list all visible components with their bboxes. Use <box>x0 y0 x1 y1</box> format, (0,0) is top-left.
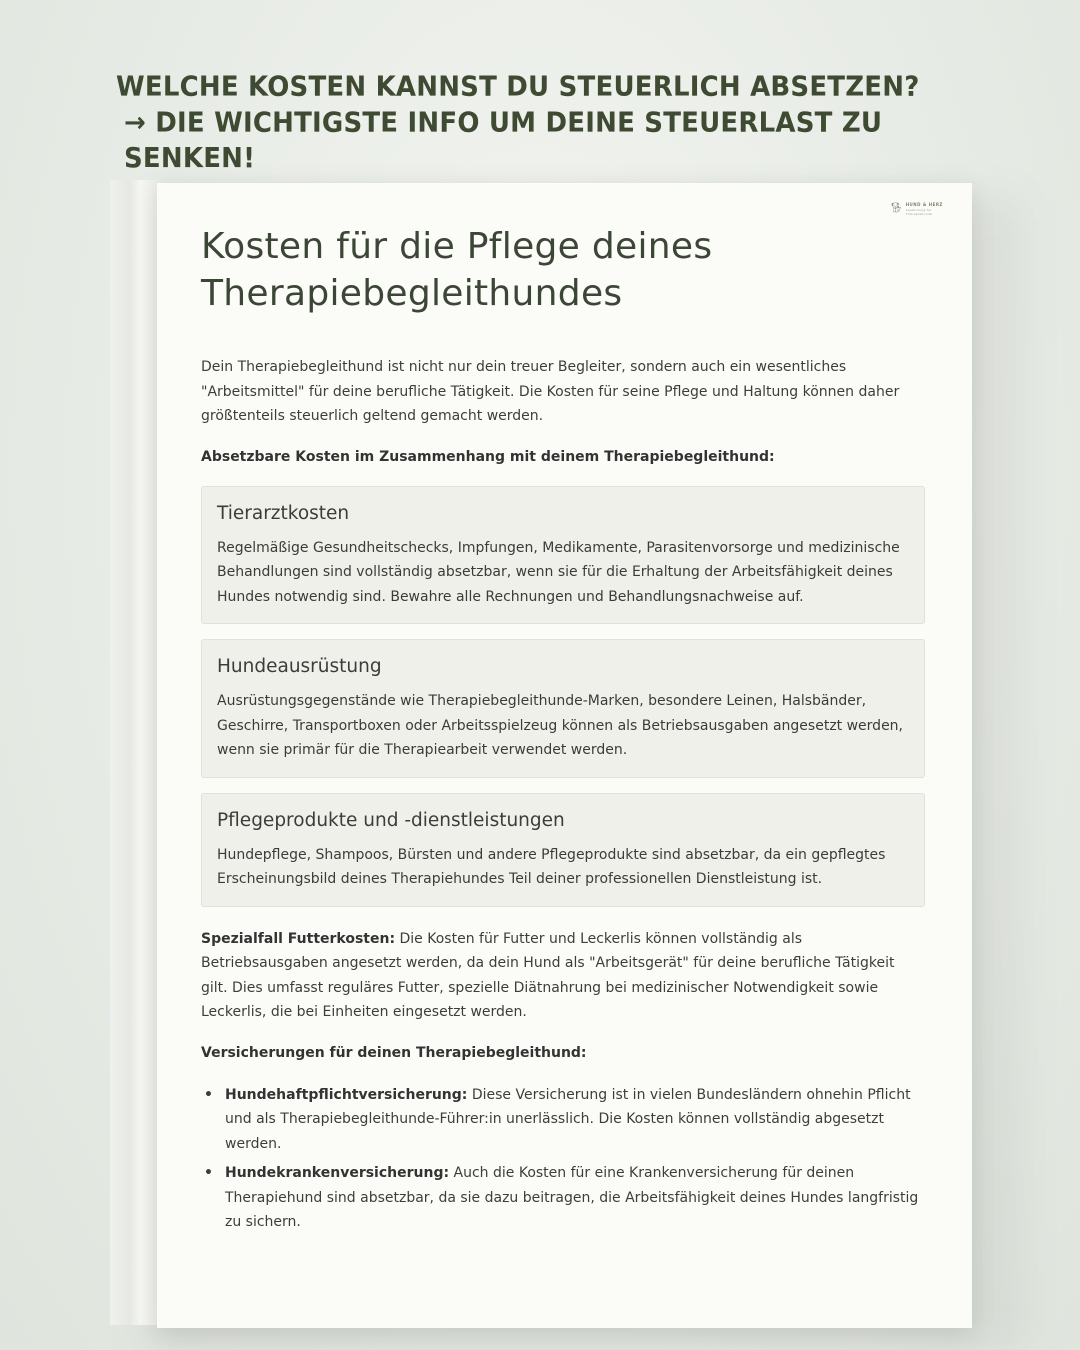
insurance-label: Hundekrankenversicherung: <box>225 1165 450 1181</box>
document-page <box>157 183 972 1328</box>
insurance-list <box>201 1083 925 1235</box>
logo-line2: Ausbildung für Therapiehunde <box>905 208 933 216</box>
card-pflegeprodukte <box>201 793 925 907</box>
intro-paragraph: Dein Therapiebegleithund ist nicht nur dein treuer Begleiter, sondern auch ein wesentliches "Arbeitsmittel" für deine berufliche Tätigkeit. Die Kosten für seine Pflege und Haltung können daher größtenteils steuerlich geltend gemacht werden. <box>201 359 900 424</box>
list-item <box>201 1161 925 1235</box>
list-item <box>201 1083 925 1157</box>
brand-logo <box>890 203 956 215</box>
deductible-heading: Absetzbare Kosten im Zusammenhang mit deinem Therapiebegleithund: <box>201 448 775 465</box>
card-hundeausruestung <box>201 639 925 778</box>
logo-line1: HUND & HERZ <box>905 202 943 207</box>
card-title: Hundeausrüstung <box>217 656 382 677</box>
title-line1: Kosten für die Pflege deines <box>201 226 713 267</box>
insurance-text: Diese Versicherung ist in vielen Bundesländern ohnehin Pflicht und als Therapiebegleithunde-Führer:in unerlässlich. Die Kosten können vollständig abgesetzt werden. <box>225 1086 911 1152</box>
card-text: Hundepflege, Shampoos, Bürsten und andere Pflegeprodukte sind absetzbar, da ein gepflegtes Erscheinungsbild deines Therapiehundes Teil deiner professionellen Dienstleistung ist. <box>217 846 886 887</box>
book-spine <box>110 180 160 1325</box>
bullet-icon: • <box>204 1165 213 1181</box>
card-tierarztkosten <box>201 486 925 625</box>
document-content <box>201 223 925 1235</box>
document-title <box>201 223 925 317</box>
food-text: Die Kosten für Futter und Leckerlis können vollständig als Betriebsausgaben angesetzt werden, da dein Hund als "Arbeitsgerät" für deine berufliche Tätigkeit gilt. Dies umfasst reguläres Futter, spezielle Diätnahrung bei medizinischer Notwendigkeit sowie Leckerlis, die bei Einheiten eingesetzt werden. <box>201 930 895 1020</box>
card-text: Ausrüstungsgegenstände wie Therapiebegleithunde-Marken, besondere Leinen, Halsbänder, Geschirre, Transportboxen oder Arbeitsspielzeug können als Betriebsausgaben angesetzt werden, wenn sie primär für die Therapiearbeit verwendet werden. <box>217 693 903 758</box>
food-label: Spezialfall Futterkosten: <box>201 930 396 947</box>
title-line2: Therapiebegleithundes <box>201 273 623 314</box>
headline-line2: → DIE WICHTIGSTE INFO UM DEINE STEUERLAST ZU SENKEN! <box>124 107 883 175</box>
insurance-text: Auch die Kosten für eine Krankenversicherung für deinen Therapiehund sind absetzbar, da sie dazu beitragen, die Arbeitsfähigkeit deines Hundes langfristig zu sichern. <box>225 1165 919 1230</box>
insurance-label: Hundehaftpflichtversicherung: <box>225 1086 468 1103</box>
card-title: Pflegeprodukte und -dienstleistungen <box>217 809 565 831</box>
headline-line1: WELCHE KOSTEN KANNST DU STEUERLICH ABSETZEN? <box>116 71 920 104</box>
dog-icon: 🐕︎ <box>890 203 903 214</box>
card-text: Regelmäßige Gesundheitschecks, Impfungen, Medikamente, Parasitenvorsorge und medizinische Behandlungen sind vollständig absetzbar, wenn sie für die Erhaltung der Arbeitsfähigkeit deines Hundes notwendig sind. Bewahre alle Rechnungen und Behandlungsnachweise auf. <box>217 539 900 605</box>
headline <box>116 69 1016 176</box>
card-title: Tierarztkosten <box>217 502 350 524</box>
insurance-heading: Versicherungen für deinen Therapiebegleithund: <box>201 1044 587 1061</box>
food-paragraph <box>201 927 925 1025</box>
bullet-icon: • <box>204 1086 213 1103</box>
